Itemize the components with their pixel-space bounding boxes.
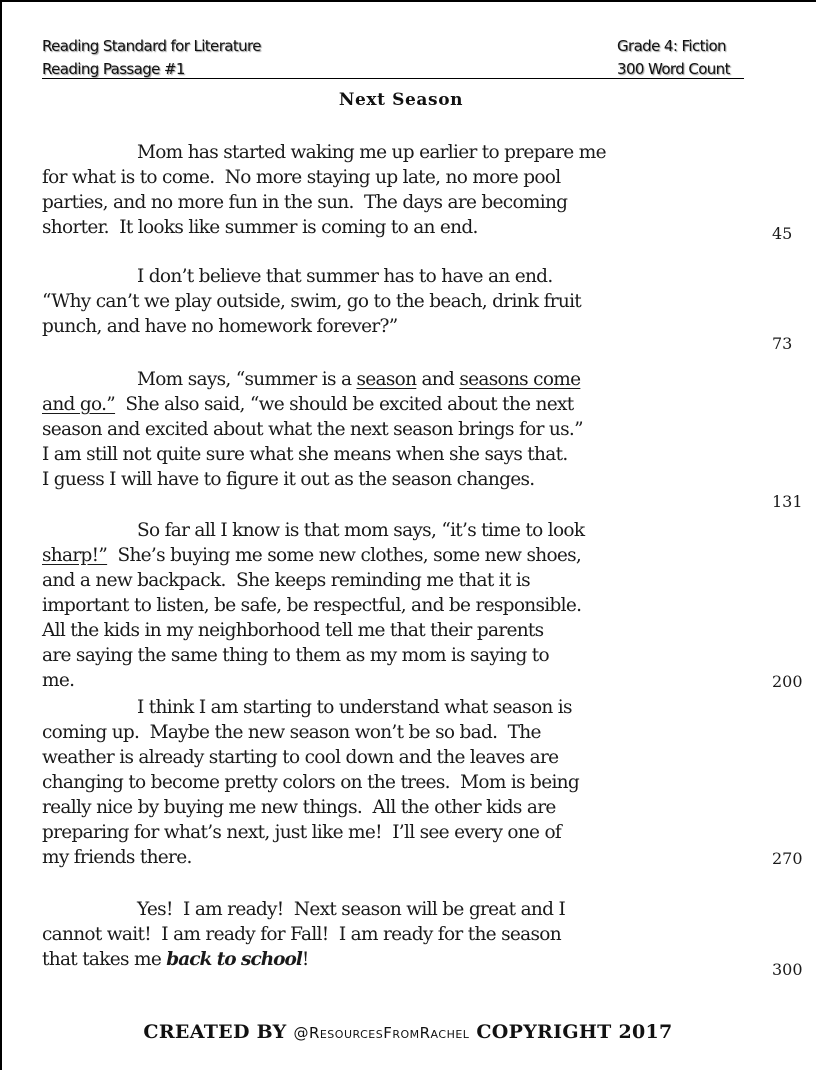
word-count-marker: 45 [772,224,793,243]
text-line: So far all I know is that mom says, “it’s time to look [137,520,585,541]
header-grade: Grade 4: Fiction [617,37,726,55]
emphasis-back-to-school: back to school [166,949,302,970]
text-line: “Why can’t we play outside, swim, go to the beach, drink fruit [42,291,582,312]
header-standard: Reading Standard for Literature [42,37,261,55]
text-run: She’s buying me some new clothes, some new shoes, [107,545,582,566]
text-line: preparing for what’s next, just like me! I’ll see every one of [42,822,562,843]
text-line: season and excited about what the next season brings for us.” [42,419,583,440]
text-line: I am still not quite sure what she means when she says that. [42,444,568,465]
passage-title: Next Season [338,90,464,110]
text-line: my friends there. [42,847,192,868]
word-count-marker: 131 [772,492,803,511]
header-passage-number: Reading Passage #1 [42,60,185,78]
copyright-footer [0,1021,816,1043]
text-line: important to listen, be safe, be respectful, and be responsible. [42,595,582,616]
underlined-phrase: seasons come [459,369,581,390]
text-line: changing to become pretty colors on the trees. Mom is being [42,772,580,793]
text-line: All the kids in my neighborhood tell me that their parents [42,620,544,641]
text-run: that takes me [42,949,167,970]
text-line: Yes! I am ready! Next season will be great and I [137,899,566,920]
created-by-label: CREATED BY [143,1021,294,1043]
text-line: I think I am starting to understand what season is [137,697,572,718]
underlined-phrase: and go.” [42,394,116,415]
text-line: I guess I will have to figure it out as the season changes. [42,469,535,490]
text-line: coming up. Maybe the new season won’t be so bad. The [42,722,541,743]
text-line: me. [42,670,75,691]
word-count-marker: 73 [772,334,793,353]
text-line [42,392,573,417]
text-run: Mom says, “summer is a [137,369,357,390]
text-line: are saying the same thing to them as my mom is saying to [42,645,549,666]
text-line: Mom has started waking me up earlier to prepare me [137,142,606,163]
text-line [137,367,580,392]
text-line [42,947,309,972]
text-line: cannot wait! I am ready for Fall! I am ready for the season [42,924,561,945]
text-run: and [416,369,460,390]
header-rule [42,78,744,79]
text-line: punch, and have no homework forever?” [42,316,398,337]
author-handle: @ResourcesFromRachel [293,1024,470,1042]
text-line: shorter. It looks like summer is coming to an end. [42,217,478,238]
text-line: really nice by buying me new things. All the other kids are [42,797,556,818]
underlined-phrase: sharp!” [42,545,108,566]
text-run: ! [301,949,309,970]
text-line [42,543,581,568]
text-line: parties, and no more fun in the sun. The days are becoming [42,192,568,213]
word-count-marker: 300 [772,960,803,979]
underlined-term-season: season [356,369,417,390]
text-run: She also said, “we should be excited about the next [115,394,574,415]
word-count-marker: 270 [772,849,803,868]
text-line: I don’t believe that summer has to have an end. [137,266,553,287]
word-count-marker: 200 [772,672,803,691]
text-line: and a new backpack. She keeps reminding me that it is [42,570,530,591]
text-line: for what is to come. No more staying up late, no more pool [42,167,561,188]
header-word-count: 300 Word Count [617,60,730,78]
copyright-label: COPYRIGHT 2017 [469,1021,673,1043]
text-line: weather is already starting to cool down and the leaves are [42,747,559,768]
